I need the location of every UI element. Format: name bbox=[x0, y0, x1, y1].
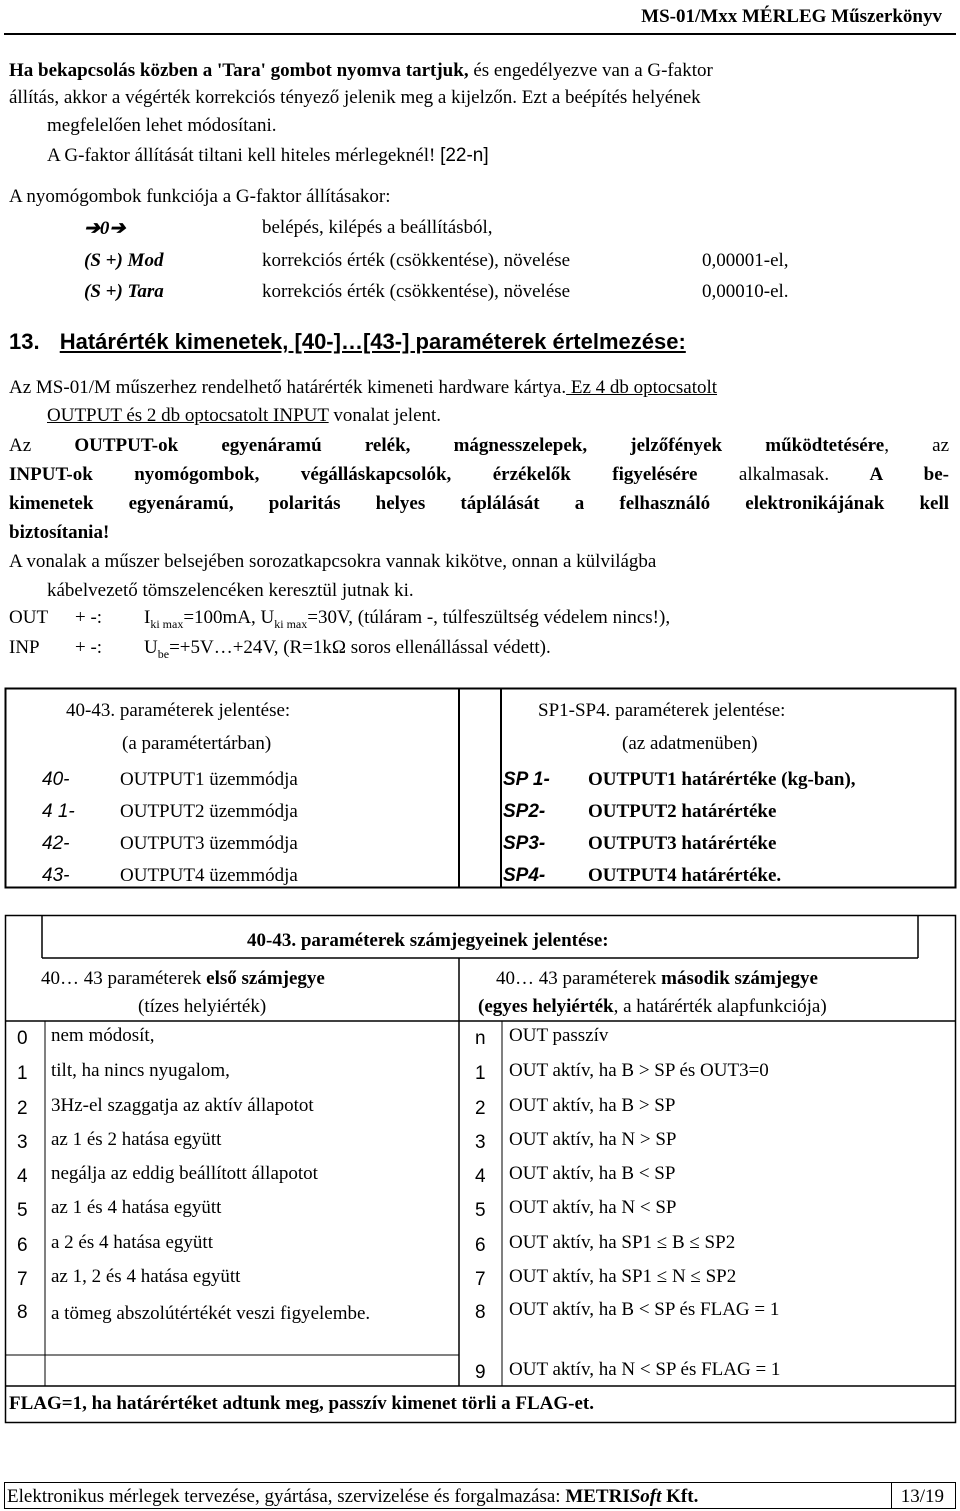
section-heading: 13. Határérték kimenetek, [40-]…[43-] paraméterek értelmezése: bbox=[9, 329, 686, 354]
digit-right-header-2: (egyes helyiérték, a határérték alapfunkciója) bbox=[478, 996, 827, 1017]
param-desc: OUTPUT1 üzemmódja bbox=[120, 769, 298, 790]
sp-desc: OUTPUT2 határértéke bbox=[588, 801, 777, 822]
param-desc: OUTPUT2 üzemmódja bbox=[120, 801, 298, 822]
section-p3-line1: A vonalak a műszer belsejében sorozatkapcsokra vannak kikötve, onnan a külvilágba bbox=[9, 551, 657, 572]
digit-right-text: OUT passzív bbox=[509, 1025, 609, 1046]
footer-text: Elektronikus mérlegek tervezése, gyártása, szervizelése és forgalmazása: METRISoft Kft. bbox=[7, 1486, 699, 1507]
key-mod: (S +) Mod bbox=[84, 250, 164, 271]
digit-right-text: OUT aktív, ha N > SP bbox=[509, 1129, 677, 1150]
sp-code: SP 1- bbox=[503, 769, 550, 790]
digit-right-text: OUT aktív, ha N < SP bbox=[509, 1197, 677, 1218]
footer-divider bbox=[891, 1482, 892, 1509]
key-zero-desc: belépés, kilépés a beállításból, bbox=[262, 217, 493, 238]
key-tara-value: 0,00010-el. bbox=[702, 281, 789, 302]
param-code: 43- bbox=[42, 865, 70, 886]
digit-right-code: 1 bbox=[475, 1063, 486, 1084]
intro-line-5: A nyomógombok funkciója a G-faktor állításakor: bbox=[9, 186, 391, 207]
key-mod-value: 0,00001-el, bbox=[702, 250, 789, 271]
digit-right-code: 6 bbox=[475, 1235, 486, 1256]
digit-left-code: 1 bbox=[17, 1063, 28, 1084]
digit-right-text: OUT aktív, ha B < SP és FLAG = 1 bbox=[509, 1299, 780, 1320]
digit-right-text: OUT aktív, ha N < SP és FLAG = 1 bbox=[509, 1359, 781, 1380]
param-desc: OUTPUT4 üzemmódja bbox=[120, 865, 298, 886]
digit-table-footer: FLAG=1, ha határértéket adtunk meg, passzív kimenet törli a FLAG-et. bbox=[9, 1393, 594, 1414]
section-p2-line4: biztosítania! bbox=[9, 522, 110, 543]
intro-line-2: állítás, akkor a végérték korrekciós tényező jelenik meg a kijelzőn. Ezt a beépítés helyének bbox=[9, 87, 701, 108]
digit-left-code: 4 bbox=[17, 1166, 28, 1187]
section-p3-line2: kábelvezető tömszelencéken keresztül jutnak ki. bbox=[47, 580, 414, 601]
section-p2-line2: INPUT-ok nyomógombok, végálláskapcsolók, érzékelők figyelésére alkalmasak. A be- bbox=[9, 464, 950, 485]
param-table-left-sub: (a paramétertárban) bbox=[122, 733, 272, 754]
intro-line-1: Ha bekapcsolás közben a 'Tara' gombot nyomva tartjuk, és engedélyezve van a G-faktor bbox=[9, 60, 713, 81]
digit-right-code: 8 bbox=[475, 1302, 486, 1323]
digit-right-code: 7 bbox=[475, 1269, 486, 1290]
digit-left-code: 6 bbox=[17, 1235, 28, 1256]
footer-page-number: 13/19 bbox=[900, 1486, 944, 1507]
section-p1-line2: OUTPUT és 2 db optocsatolt INPUT vonalat jelent. bbox=[47, 405, 442, 426]
param-table-left-title: 40-43. paraméterek jelentése: bbox=[66, 700, 291, 721]
digit-left-text: a 2 és 4 hatása együtt bbox=[51, 1232, 213, 1253]
digit-left-text: negálja az eddig beállított állapotot bbox=[51, 1163, 318, 1184]
section-p1-line1: Az MS-01/M műszerhez rendelhető határérték kimeneti hardware kártya. Ez 4 db optocsatolt bbox=[9, 377, 718, 398]
digit-left-code: 7 bbox=[17, 1269, 28, 1290]
sp-desc: OUTPUT4 határértéke. bbox=[588, 865, 782, 886]
digit-left-header-1: 40… 43 paraméterek első számjegye bbox=[41, 968, 325, 989]
key-tara: (S +) Tara bbox=[84, 281, 164, 302]
inp-spec: INP + -: $U_{be}=+5V\dots+24V$, (R=1kΩ soros ellenállással védett). bbox=[9, 637, 551, 661]
sp-code: SP3- bbox=[503, 833, 546, 854]
digit-left-header-2: (tízes helyiérték) bbox=[138, 996, 267, 1017]
section-p2-line1: Az OUTPUT-ok egyenáramú relék, mágnesszelepek, jelzőfények működtetésére, az bbox=[9, 435, 950, 456]
param-code: 4 1- bbox=[42, 801, 75, 822]
digit-left-text: 3Hz-el szaggatja az aktív állapotot bbox=[51, 1095, 314, 1116]
digit-left-code: 3 bbox=[17, 1132, 28, 1153]
digit-right-code: n bbox=[475, 1028, 486, 1049]
footer-box bbox=[4, 1482, 956, 1509]
digit-left-text: az 1 és 2 hatása együtt bbox=[51, 1129, 222, 1150]
sp-code: SP2- bbox=[503, 801, 546, 822]
digit-left-code: 5 bbox=[17, 1200, 28, 1221]
key-zero: ➔0➔ bbox=[84, 218, 126, 239]
sp-desc: OUTPUT1 határértéke (kg-ban), bbox=[588, 769, 856, 790]
digit-left-code: 0 bbox=[17, 1028, 28, 1049]
key-mod-desc: korrekciós érték (csökkentése), növelése bbox=[262, 250, 571, 271]
digit-right-code: 2 bbox=[475, 1098, 486, 1119]
digit-left-text: az 1 és 4 hatása együtt bbox=[51, 1197, 222, 1218]
intro-line-4: A G-faktor állítását tiltani kell hiteles mérlegeknél! [22-n] bbox=[47, 145, 489, 166]
digit-right-text: OUT aktív, ha SP1 ≤ N ≤ SP2 bbox=[509, 1266, 737, 1287]
sp-desc: OUTPUT3 határértéke bbox=[588, 833, 777, 854]
param-code: 40- bbox=[42, 769, 70, 790]
digit-right-code: 5 bbox=[475, 1200, 486, 1221]
out-spec: OUT + -: $I_{ki max}=100mA$, $U_{ki max}=30V$, (túláram -, túlfeszültség védelem nincs!), bbox=[9, 607, 671, 631]
param-table-right-title: SP1-SP4. paraméterek jelentése: bbox=[538, 700, 786, 721]
digit-right-text: OUT aktív, ha B > SP és OUT3=0 bbox=[509, 1060, 769, 1081]
digit-right-text: OUT aktív, ha B < SP bbox=[509, 1163, 676, 1184]
digit-left-text: nem módosít, bbox=[51, 1025, 155, 1046]
intro-line-3: megfelelően lehet módosítani. bbox=[47, 115, 277, 136]
digit-left-code: 8 bbox=[17, 1302, 28, 1323]
page-header-title: MS-01/Mxx MÉRLEG Műszerkönyv bbox=[641, 6, 942, 27]
param-code: 42- bbox=[42, 833, 70, 854]
digit-table-title: 40-43. paraméterek számjegyeinek jelentése: bbox=[247, 930, 609, 951]
digit-left-text: a tömeg abszolútértékét veszi figyelembe. bbox=[51, 1303, 371, 1324]
digit-left-text: az 1, 2 és 4 hatása együtt bbox=[51, 1266, 241, 1287]
digit-left-code: 2 bbox=[17, 1098, 28, 1119]
param-table-right-sub: (az adatmenüben) bbox=[622, 733, 758, 754]
digit-right-code: 4 bbox=[475, 1166, 486, 1187]
sp-code: SP4- bbox=[503, 865, 546, 886]
digit-right-code: 3 bbox=[475, 1132, 486, 1153]
digit-right-text: OUT aktív, ha B > SP bbox=[509, 1095, 676, 1116]
digit-right-code: 9 bbox=[475, 1362, 486, 1383]
key-tara-desc: korrekciós érték (csökkentése), növelése bbox=[262, 281, 571, 302]
digit-right-text: OUT aktív, ha SP1 ≤ B ≤ SP2 bbox=[509, 1232, 736, 1253]
digit-left-text: tilt, ha nincs nyugalom, bbox=[51, 1060, 230, 1081]
section-p2-line3: kimenetek egyenáramú, polaritás helyes táplálását a felhasználó elektronikájának kell bbox=[9, 493, 949, 514]
param-desc: OUTPUT3 üzemmódja bbox=[120, 833, 298, 854]
digit-right-header-1: 40… 43 paraméterek második számjegye bbox=[496, 968, 818, 989]
